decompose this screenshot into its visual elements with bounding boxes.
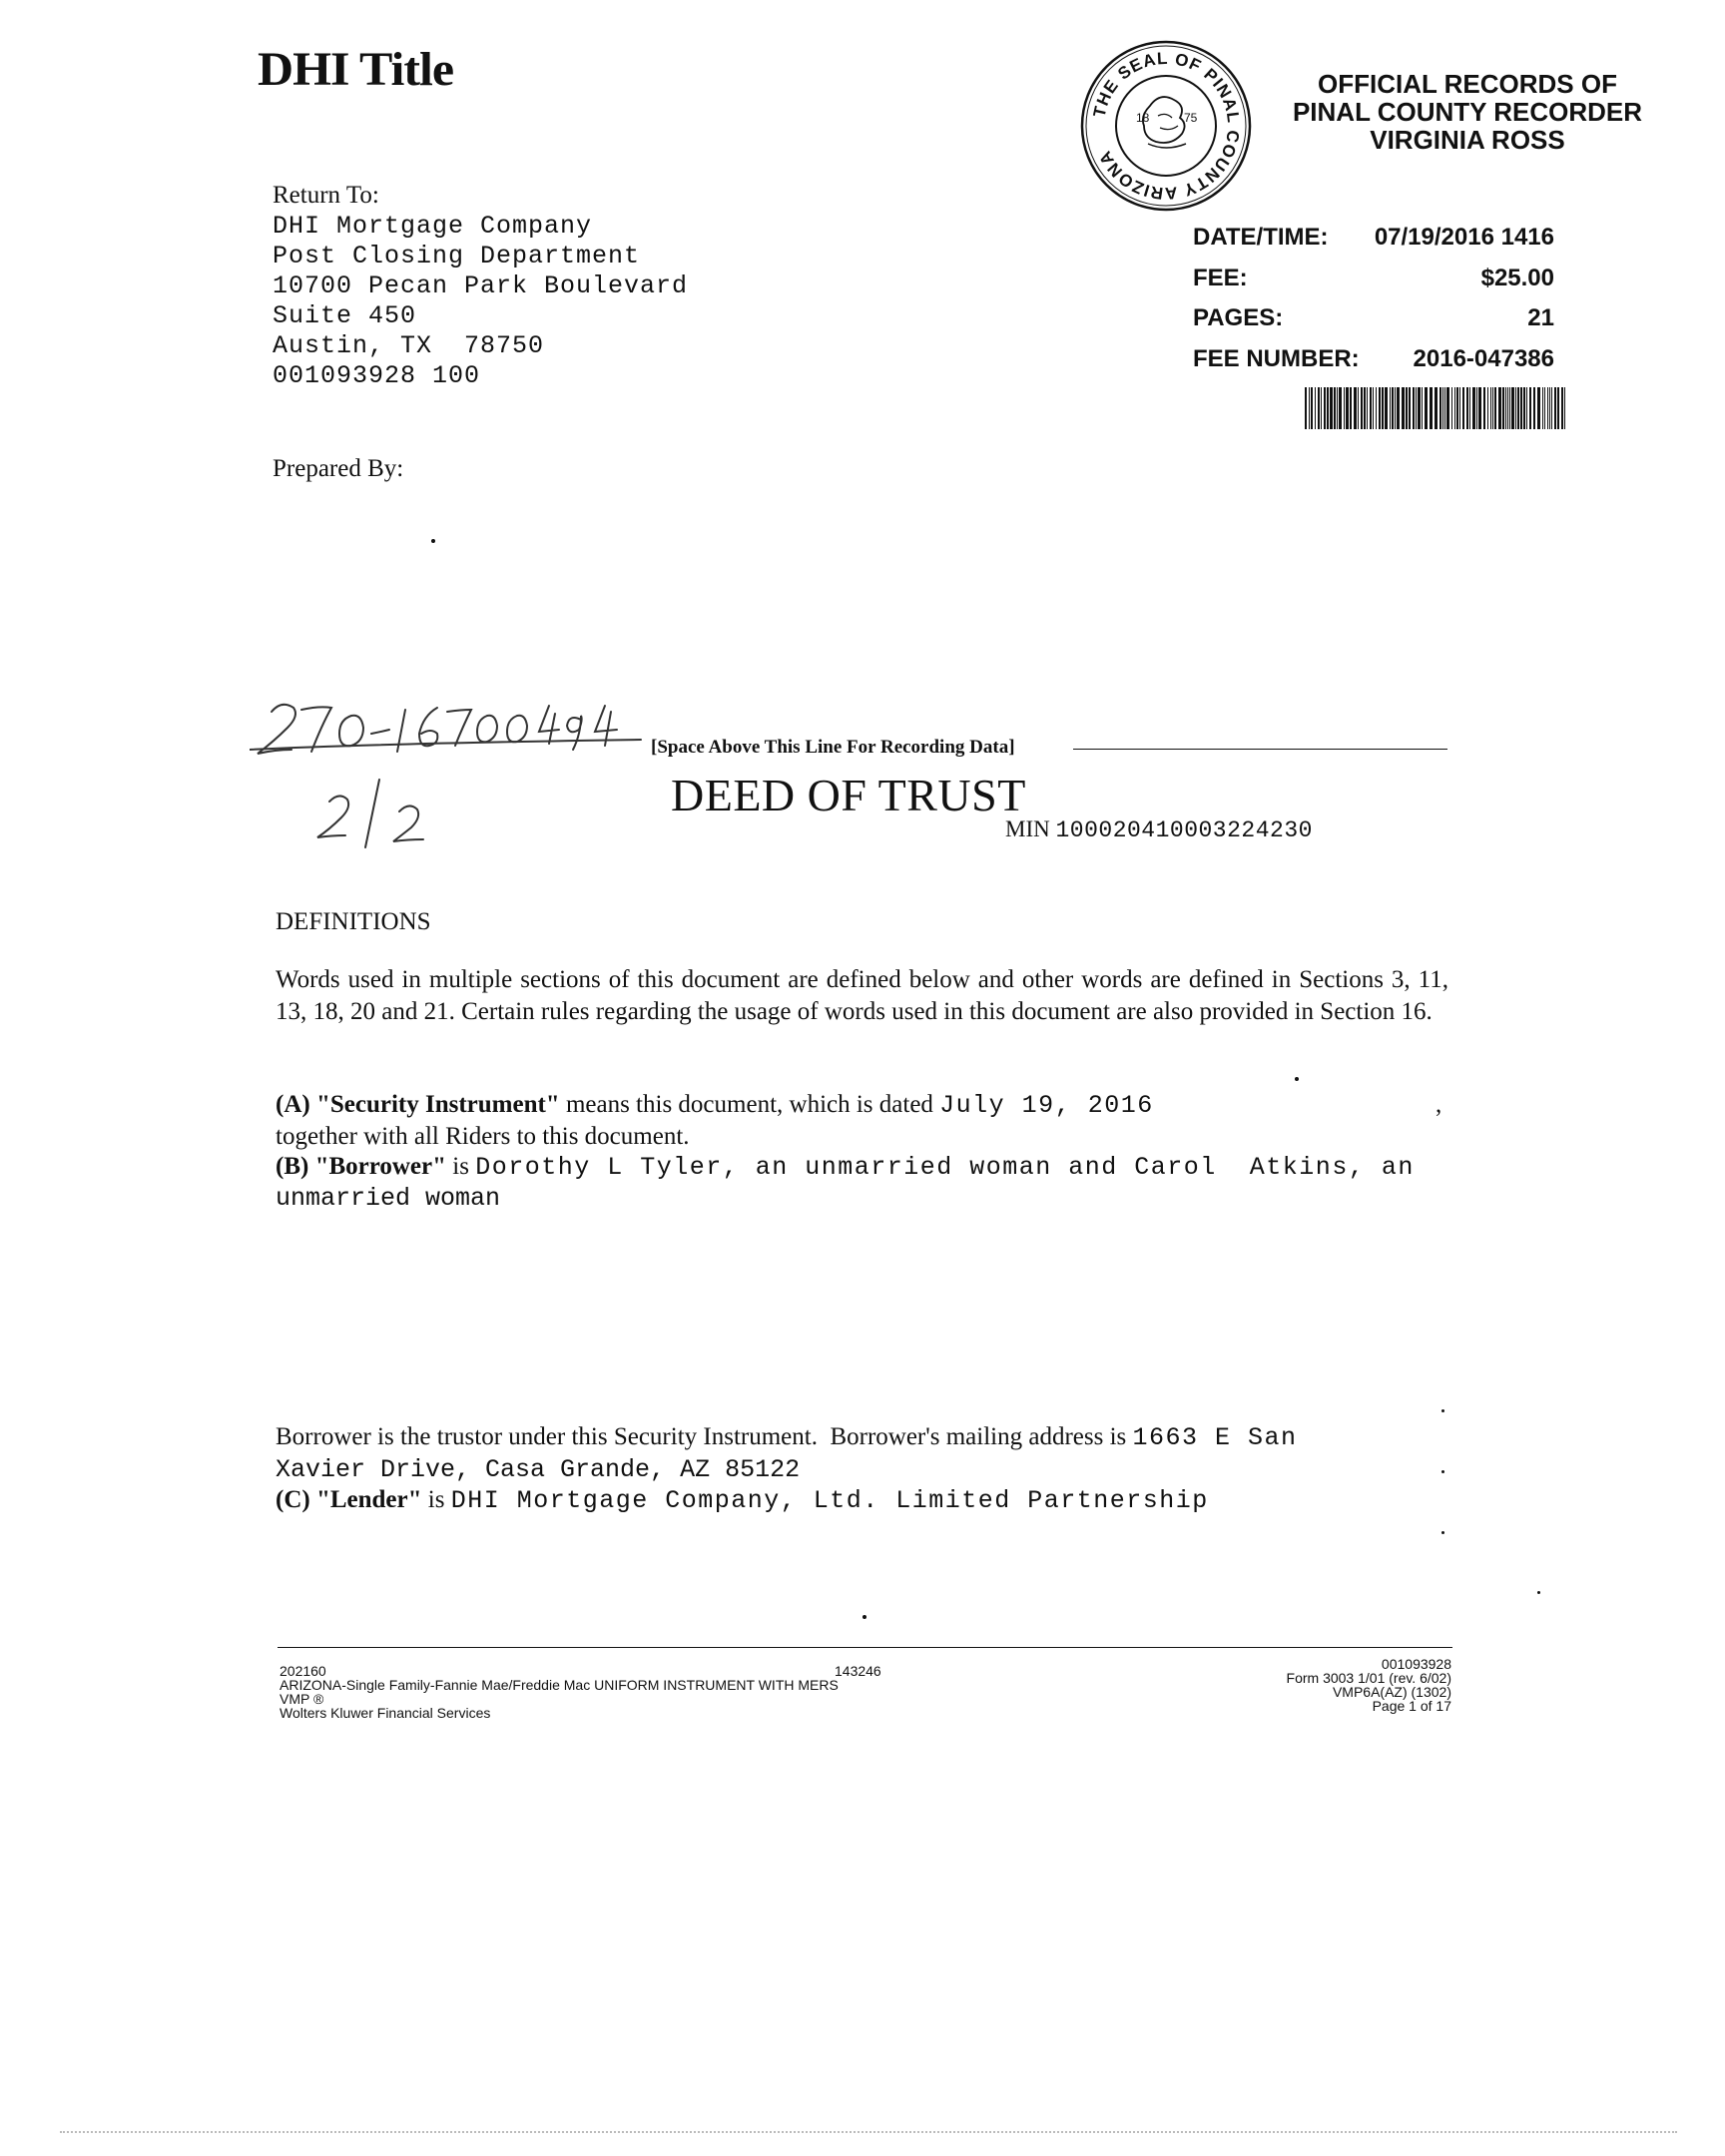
barcode-bar bbox=[1327, 387, 1329, 429]
section-a-text: means this document, which is dated bbox=[559, 1091, 940, 1118]
footer-vmp-code: VMP6A(AZ) (1302) bbox=[1332, 1684, 1451, 1700]
seal-ring-text: THE SEAL OF PINAL COUNTY ARIZONA bbox=[1089, 48, 1244, 204]
recording-date-label: DATE/TIME: bbox=[1193, 224, 1329, 251]
barcode-bar bbox=[1339, 387, 1342, 429]
min-number-line bbox=[1005, 816, 1313, 843]
footer-rule bbox=[278, 1647, 1452, 1648]
barcode-bar bbox=[1346, 387, 1349, 429]
barcode-bar bbox=[1459, 387, 1460, 429]
dhi-title-logo: DHI Title bbox=[258, 42, 454, 96]
barcode-bar bbox=[1376, 387, 1377, 429]
barcode-bar bbox=[1435, 387, 1438, 429]
barcode-bar bbox=[1451, 387, 1452, 429]
barcode-bar bbox=[1547, 387, 1548, 429]
footer-middle-code: 143246 bbox=[835, 1663, 881, 1679]
barcode-bar bbox=[1507, 387, 1508, 429]
barcode-bar bbox=[1430, 387, 1433, 429]
barcode-bar bbox=[1529, 387, 1531, 429]
barcode-bar bbox=[1344, 387, 1345, 429]
section-a-letter: (A) bbox=[276, 1091, 310, 1118]
min-number: 100020410003224230 bbox=[1055, 817, 1313, 843]
barcode-bar bbox=[1382, 387, 1384, 429]
barcode-bar bbox=[1502, 387, 1504, 429]
document-title: DEED OF TRUST bbox=[671, 770, 1026, 820]
barcode-bar bbox=[1395, 387, 1396, 429]
barcode-bar bbox=[1462, 387, 1464, 429]
section-a bbox=[276, 1090, 1453, 1121]
recording-fee-label: FEE: bbox=[1193, 265, 1248, 291]
barcode-bar bbox=[1490, 387, 1491, 429]
address-line: Austin, TX 78750 bbox=[273, 331, 545, 360]
barcode-bar bbox=[1330, 387, 1333, 429]
barcode-bar bbox=[1466, 387, 1468, 429]
min-label: MIN bbox=[1005, 816, 1050, 841]
barcode-bar bbox=[1549, 387, 1550, 429]
barcode-bar bbox=[1542, 387, 1543, 429]
address-line: 10700 Pecan Park Boulevard bbox=[273, 271, 689, 300]
scan-speck bbox=[431, 539, 435, 543]
barcode-bar bbox=[1515, 387, 1516, 429]
scan-speck bbox=[1441, 1470, 1444, 1473]
footer-vmp: VMP ® bbox=[280, 1691, 324, 1707]
barcode-bar bbox=[1472, 387, 1475, 429]
barcode-bar bbox=[1358, 387, 1359, 429]
barcode-bar bbox=[1557, 387, 1559, 429]
svg-text:THE SEAL OF PINAL COUNTY ARIZO bbox=[1090, 49, 1244, 203]
barcode-bar bbox=[1422, 387, 1423, 429]
barcode-bar bbox=[1406, 387, 1408, 429]
borrower-address-text: Borrower is the trustor under this Security Instrument. Borrower's mailing address is bbox=[276, 1423, 1133, 1450]
section-c-term: "Lender" bbox=[315, 1486, 422, 1513]
barcode-bar bbox=[1364, 387, 1366, 429]
address-line: Suite 450 bbox=[273, 301, 417, 330]
barcode-bar bbox=[1511, 387, 1514, 429]
barcode-bar bbox=[1498, 387, 1501, 429]
barcode-bar bbox=[1561, 387, 1563, 429]
footer-form-code: 202160 bbox=[280, 1663, 326, 1679]
barcode-bar bbox=[1469, 387, 1470, 429]
recording-fee-number-value: 2016-047386 bbox=[1413, 345, 1554, 372]
scan-speck bbox=[862, 1615, 866, 1619]
barcode-bar bbox=[1476, 387, 1477, 429]
lender-name: DHI Mortgage Company, Ltd. Limited Partnership bbox=[450, 1486, 1209, 1515]
barcode-bar bbox=[1487, 387, 1488, 429]
scan-speck bbox=[1441, 1409, 1444, 1412]
section-b-term: "Borrower" bbox=[314, 1153, 446, 1180]
footer-publisher: Wolters Kluwer Financial Services bbox=[280, 1705, 491, 1721]
barcode-bar bbox=[1554, 387, 1556, 429]
barcode-bar bbox=[1354, 387, 1357, 429]
barcode-bar bbox=[1483, 387, 1485, 429]
footer-left bbox=[280, 1664, 839, 1720]
barcode-bar bbox=[1494, 387, 1496, 429]
barcode-bar bbox=[1361, 387, 1363, 429]
recorder-line-3: VIRGINIA ROSS bbox=[1370, 125, 1565, 155]
borrower-names: Dorothy L Tyler, an unmarried woman and Carol Atkins, an bbox=[475, 1153, 1415, 1182]
section-a-date: July 19, 2016 bbox=[939, 1091, 1154, 1120]
barcode-icon bbox=[1305, 387, 1566, 429]
section-c-text: is bbox=[421, 1486, 451, 1513]
barcode-bar bbox=[1509, 387, 1510, 429]
return-address bbox=[273, 212, 688, 391]
scan-speck bbox=[1295, 1077, 1299, 1081]
section-b bbox=[276, 1152, 1415, 1183]
barcode-bar bbox=[1402, 387, 1405, 429]
seal-year-right: 75 bbox=[1184, 111, 1198, 125]
footer-page-number: Page 1 of 17 bbox=[1372, 1698, 1451, 1714]
barcode-bar bbox=[1305, 387, 1307, 429]
barcode-bar bbox=[1311, 387, 1313, 429]
borrower-address-line-2: Xavier Drive, Casa Grande, AZ 85122 bbox=[276, 1455, 801, 1484]
address-line: 001093928 100 bbox=[273, 361, 481, 390]
definitions-intro: Words used in multiple sections of this document are defined below and other words are defined in Sections 3, 11, 13, 18, 20 and 21. Certain rules regarding the usage of words used in this document are also provided in Section 16. bbox=[276, 966, 1448, 1025]
barcode-bar bbox=[1337, 387, 1338, 429]
recording-fee-number-label: FEE NUMBER: bbox=[1193, 345, 1360, 372]
barcode-bar bbox=[1446, 387, 1449, 429]
address-line: DHI Mortgage Company bbox=[273, 212, 593, 241]
section-b-letter: (B) bbox=[276, 1153, 309, 1180]
barcode-bar bbox=[1390, 387, 1391, 429]
prepared-by-label: Prepared By: bbox=[273, 455, 404, 482]
barcode-bar bbox=[1350, 387, 1352, 429]
barcode-bar bbox=[1367, 387, 1368, 429]
borrower-address-value: 1663 E San bbox=[1132, 1423, 1298, 1452]
footer-form-number: Form 3003 1/01 (rev. 6/02) bbox=[1286, 1670, 1451, 1686]
barcode-bar bbox=[1564, 387, 1565, 429]
footer-right bbox=[1178, 1657, 1451, 1713]
barcode-bar bbox=[1505, 387, 1506, 429]
seal-year-left: 18 bbox=[1136, 111, 1150, 125]
barcode-bar bbox=[1309, 387, 1310, 429]
barcode-bar bbox=[1537, 387, 1540, 429]
recorder-line-2: PINAL COUNTY RECORDER bbox=[1292, 97, 1643, 127]
borrower-names-line-2: unmarried woman bbox=[276, 1184, 501, 1213]
recording-pages-value: 21 bbox=[1527, 304, 1554, 331]
recorder-heading bbox=[1268, 70, 1667, 154]
barcode-bar bbox=[1444, 387, 1445, 429]
barcode-bar bbox=[1439, 387, 1441, 429]
barcode-bar bbox=[1533, 387, 1535, 429]
recording-space-label: [Space Above This Line For Recording Data] bbox=[651, 737, 1015, 758]
recording-space-rule bbox=[1073, 749, 1447, 750]
barcode-bar bbox=[1517, 387, 1519, 429]
address-line: Post Closing Department bbox=[273, 242, 641, 270]
scan-edge-noise bbox=[60, 2131, 1677, 2135]
barcode-bar bbox=[1492, 387, 1493, 429]
handwritten-file-number bbox=[250, 694, 649, 878]
barcode-bar bbox=[1551, 387, 1552, 429]
footer-loan-number: 001093928 bbox=[1381, 1656, 1451, 1672]
barcode-bar bbox=[1416, 387, 1417, 429]
footer-form-title: ARIZONA-Single Family-Fannie Mae/Freddie Mac UNIFORM INSTRUMENT WITH MERS bbox=[280, 1677, 839, 1693]
barcode-bar bbox=[1324, 387, 1326, 429]
barcode-bar bbox=[1456, 387, 1458, 429]
barcode-bar bbox=[1370, 387, 1372, 429]
recorder-line-1: OFFICIAL RECORDS OF bbox=[1318, 69, 1617, 99]
definitions-heading: DEFINITIONS bbox=[276, 908, 431, 935]
recording-date-value: 07/19/2016 1416 bbox=[1374, 224, 1554, 251]
barcode-bar bbox=[1478, 387, 1481, 429]
barcode-bar bbox=[1520, 387, 1522, 429]
barcode-bar bbox=[1397, 387, 1400, 429]
county-seal-icon bbox=[1080, 40, 1252, 212]
borrower-address-line bbox=[276, 1422, 1298, 1453]
barcode-bar bbox=[1442, 387, 1443, 429]
recording-fee-value: $25.00 bbox=[1480, 265, 1554, 291]
barcode-bar bbox=[1392, 387, 1394, 429]
barcode-bar bbox=[1379, 387, 1381, 429]
barcode-bar bbox=[1523, 387, 1525, 429]
section-b-text: is bbox=[446, 1153, 476, 1180]
barcode-bar bbox=[1544, 387, 1545, 429]
barcode-bar bbox=[1526, 387, 1527, 429]
barcode-bar bbox=[1318, 387, 1320, 429]
barcode-bar bbox=[1385, 387, 1388, 429]
barcode-bar bbox=[1413, 387, 1415, 429]
barcode-bar bbox=[1454, 387, 1455, 429]
barcode-bar bbox=[1409, 387, 1411, 429]
barcode-bar bbox=[1321, 387, 1322, 429]
section-c-letter: (C) bbox=[276, 1486, 310, 1513]
barcode-bar bbox=[1334, 387, 1336, 429]
barcode-bar bbox=[1315, 387, 1316, 429]
barcode-bar bbox=[1373, 387, 1374, 429]
barcode-bar bbox=[1418, 387, 1421, 429]
barcode-bar bbox=[1425, 387, 1428, 429]
recording-pages-label: PAGES: bbox=[1193, 304, 1284, 331]
section-a-continuation: together with all Riders to this document. bbox=[276, 1123, 690, 1150]
scan-speck bbox=[1441, 1531, 1444, 1534]
section-a-term: "Security Instrument" bbox=[315, 1091, 560, 1118]
scan-speck bbox=[1537, 1591, 1540, 1594]
section-a-comma: , bbox=[1436, 1091, 1442, 1118]
return-to-label: Return To: bbox=[273, 182, 379, 209]
section-c bbox=[276, 1485, 1209, 1516]
